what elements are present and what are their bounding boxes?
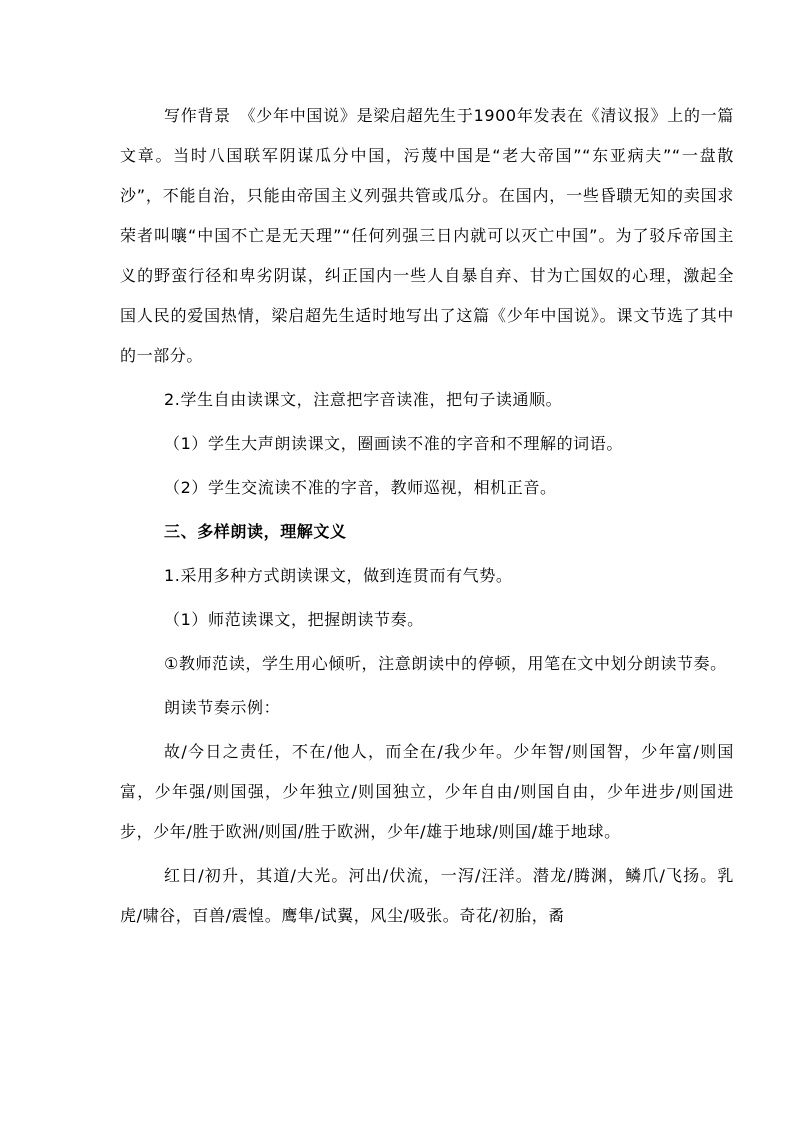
paragraph-rhythm-example-1: 故/今日之责任，不在/他人，而全在/我少年。少年智/则国智，少年富/则国富，少年强/则国强，少年独立/则国独立，少年自由/则国自由，少年进步/则国进步，少年/胜于欧洲/则国/胜于欧洲，少年/雄于地球/则国/雄于地球。: [120, 742, 734, 841]
paragraph-teacher-demo: ①教师范读，学生用心倾听，注意朗读中的停顿，用笔在文中划分朗读节奏。: [164, 654, 727, 673]
paragraph-teacher-reading: （1）师范读课文，把握朗读节奏。: [164, 610, 424, 629]
paragraph-rhythm-example-2: 红日/初升，其道/大光。河出/伏流，一泻/汪洋。潜龙/腾渊，鳞爪/飞扬。乳虎/啸谷，百兽/震惶。鹰隼/试翼，风尘/吸张。奇花/初胎，矞: [120, 866, 734, 925]
section-heading: 三、多样朗读，理解文义: [164, 522, 347, 541]
paragraph-step-2: （2）学生交流读不准的字音，教师巡视，相机正音。: [164, 478, 557, 497]
document-body: [120, 96, 734, 936]
paragraph-free-reading: 2.学生自由读课文，注意把字音读准，把句子读通顺。: [164, 390, 563, 409]
paragraph-writing-background: 写作背景 《少年中国说》是梁启超先生于1900年发表在《清议报》上的一篇文章。当时八国联军阴谋瓜分中国，污蔑中国是“老大帝国”“东亚病夫”“一盘散沙”，不能自治，只能由帝国主义列强共管或瓜分。在国内，一些昏聩无知的卖国求荣者叫嚷“中国不亡是无天理”“任何列强三日内就可以灭亡中国”。为了驳斥帝国主义的野蛮行径和卑劣阴谋，纠正国内一些人自暴自弃、甘为亡国奴的心理，激起全国人民的爱国热情，梁启超先生适时地写出了这篇《少年中国说》。课文节选了其中的一部分。: [120, 106, 734, 365]
paragraph-rhythm-example-label: 朗读节奏示例：: [164, 698, 281, 717]
paragraph-reading-methods: 1.采用多种方式朗读课文，做到连贯而有气势。: [164, 566, 513, 585]
paragraph-step-1: （1）学生大声朗读课文，圈画读不准的字音和不理解的词语。: [164, 434, 623, 453]
